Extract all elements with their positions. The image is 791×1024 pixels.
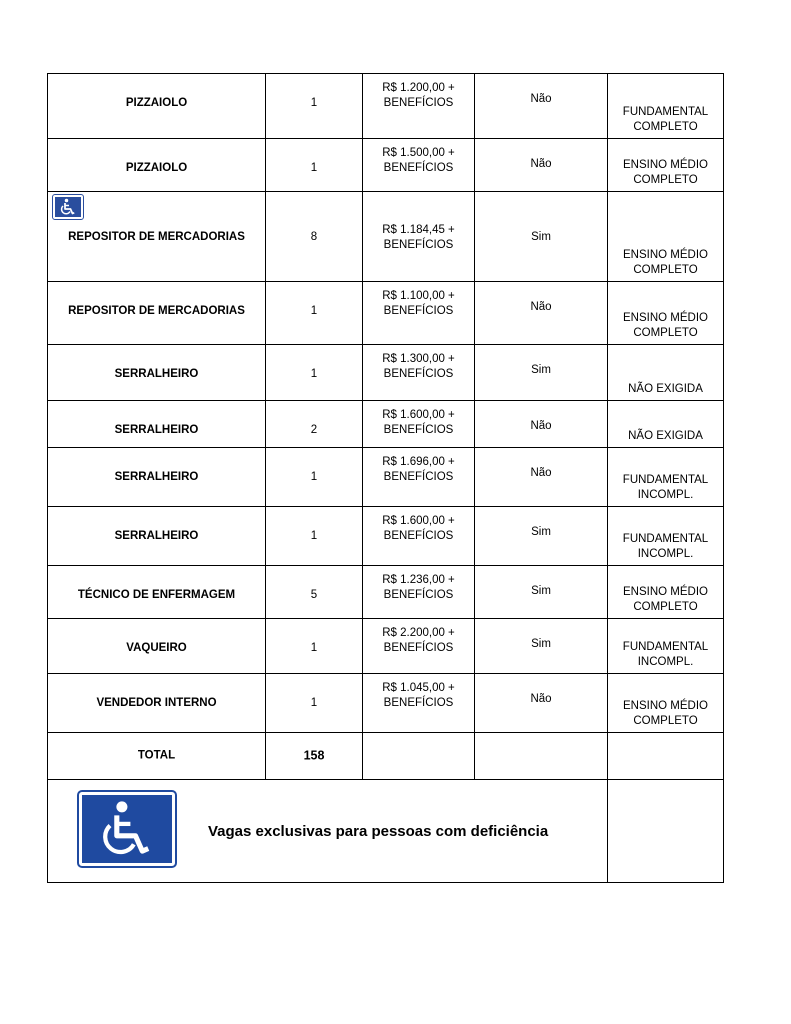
table-row: [48, 507, 724, 566]
salary-text: R$ 1.184,45 +: [382, 224, 455, 236]
education-detail: COMPLETO: [633, 601, 698, 613]
education-text: NÃO EXIGIDA: [628, 383, 703, 395]
experience-cell: [475, 674, 608, 733]
benefits-text: BENEFÍCIOS: [383, 305, 454, 317]
benefits-text: BENEFÍCIOS: [383, 97, 454, 109]
table-row: [48, 74, 724, 139]
benefits-text: BENEFÍCIOS: [383, 530, 454, 542]
role-cell: [48, 507, 266, 566]
experience-cell: [475, 619, 608, 674]
quantity-text: 1: [310, 530, 318, 542]
quantity-text: 8: [310, 231, 318, 243]
quantity-cell: [266, 282, 363, 345]
quantity-cell: [266, 139, 363, 192]
experience-text: Sim: [531, 638, 551, 650]
education-cell: [608, 448, 724, 507]
legend-text: Vagas exclusivas para pessoas com deficiência: [208, 823, 549, 840]
salary-text: R$ 1.696,00 +: [382, 456, 455, 468]
role-text: VENDEDOR INTERNO: [96, 697, 217, 709]
education-text: ENSINO MÉDIO: [623, 700, 708, 712]
role-text: SERRALHEIRO: [114, 471, 199, 483]
experience-text: Não: [530, 467, 552, 479]
education-text: ENSINO MÉDIO: [623, 249, 708, 261]
benefits-text: BENEFÍCIOS: [383, 471, 454, 483]
education-text: ENSINO MÉDIO: [623, 312, 708, 324]
salary-text: R$ 2.200,00 +: [382, 627, 455, 639]
education-cell: [608, 619, 724, 674]
salary-cell: [363, 619, 475, 674]
role-cell: [48, 401, 266, 448]
benefits-text: BENEFÍCIOS: [383, 642, 454, 654]
quantity-cell: [266, 192, 363, 282]
role-cell: [48, 192, 266, 282]
education-cell: [608, 507, 724, 566]
quantity-text: 1: [310, 162, 318, 174]
education-detail: INCOMPL.: [637, 548, 694, 560]
job-vacancies-table: [47, 73, 724, 883]
quantity-cell: [266, 448, 363, 507]
quantity-cell: [266, 401, 363, 448]
salary-cell: [363, 345, 475, 401]
education-text: FUNDAMENTAL: [622, 106, 709, 118]
total-value: 158: [266, 733, 363, 780]
salary-cell: [363, 282, 475, 345]
education-cell: [608, 401, 724, 448]
salary-cell: [363, 448, 475, 507]
salary-cell: [363, 674, 475, 733]
role-cell: [48, 619, 266, 674]
education-detail: COMPLETO: [633, 264, 698, 276]
role-text: TÉCNICO DE ENFERMAGEM: [77, 589, 236, 601]
quantity-cell: [266, 345, 363, 401]
experience-cell: [475, 282, 608, 345]
legend-cell: [48, 780, 608, 883]
education-detail: INCOMPL.: [637, 489, 694, 501]
education-cell: [608, 74, 724, 139]
table-row: [48, 674, 724, 733]
experience-text: Sim: [531, 526, 551, 538]
experience-text: Não: [530, 158, 552, 170]
role-cell: [48, 74, 266, 139]
benefits-text: BENEFÍCIOS: [383, 162, 454, 174]
legend-row: [48, 780, 724, 883]
quantity-cell: [266, 619, 363, 674]
experience-text: Sim: [531, 585, 551, 597]
role-text: SERRALHEIRO: [114, 530, 199, 542]
salary-cell: [363, 507, 475, 566]
quantity-text: 1: [310, 642, 318, 654]
role-text: SERRALHEIRO: [114, 368, 199, 380]
role-text: REPOSITOR DE MERCADORIAS: [68, 231, 245, 243]
role-cell: [48, 139, 266, 192]
quantity-cell: [266, 74, 363, 139]
total-label: TOTAL: [48, 733, 266, 780]
salary-text: R$ 1.236,00 +: [382, 574, 455, 586]
education-detail: COMPLETO: [633, 327, 698, 339]
salary-text: R$ 1.600,00 +: [382, 515, 455, 527]
benefits-text: BENEFÍCIOS: [383, 368, 454, 380]
experience-text: Não: [530, 693, 552, 705]
education-cell: [608, 192, 724, 282]
table-row: [48, 192, 724, 282]
salary-text: R$ 1.500,00 +: [382, 147, 455, 159]
education-cell: [608, 282, 724, 345]
education-cell: [608, 674, 724, 733]
experience-cell: [475, 401, 608, 448]
education-detail: INCOMPL.: [637, 656, 694, 668]
salary-cell: [363, 566, 475, 619]
education-detail: COMPLETO: [633, 174, 698, 186]
education-text: FUNDAMENTAL: [622, 474, 709, 486]
total-row: [48, 733, 724, 780]
salary-text: R$ 1.600,00 +: [382, 409, 455, 421]
table-row: [48, 566, 724, 619]
quantity-text: 1: [310, 697, 318, 709]
education-text: NÃO EXIGIDA: [628, 430, 703, 442]
salary-text: R$ 1.200,00 +: [382, 82, 455, 94]
quantity-text: 1: [310, 368, 318, 380]
role-text: PIZZAIOLO: [125, 97, 188, 109]
salary-text: R$ 1.300,00 +: [382, 353, 455, 365]
experience-cell: [475, 345, 608, 401]
quantity-cell: [266, 674, 363, 733]
quantity-text: 5: [310, 589, 318, 601]
salary-text: R$ 1.100,00 +: [382, 290, 455, 302]
role-cell: [48, 674, 266, 733]
wheelchair-icon: [53, 195, 83, 219]
table-row: [48, 401, 724, 448]
table-row: [48, 619, 724, 674]
education-detail: COMPLETO: [633, 715, 698, 727]
quantity-cell: [266, 507, 363, 566]
role-cell: [48, 566, 266, 619]
education-detail: COMPLETO: [633, 121, 698, 133]
benefits-text: BENEFÍCIOS: [383, 697, 454, 709]
quantity-cell: [266, 566, 363, 619]
education-text: ENSINO MÉDIO: [623, 586, 708, 598]
experience-text: Sim: [531, 231, 551, 243]
role-cell: [48, 448, 266, 507]
quantity-text: 1: [310, 471, 318, 483]
salary-cell: [363, 192, 475, 282]
experience-cell: [475, 139, 608, 192]
education-cell: [608, 139, 724, 192]
benefits-text: BENEFÍCIOS: [383, 424, 454, 436]
education-text: FUNDAMENTAL: [622, 641, 709, 653]
education-cell: [608, 345, 724, 401]
table-row: [48, 282, 724, 345]
salary-cell: [363, 401, 475, 448]
experience-text: Não: [530, 301, 552, 313]
table-row: [48, 139, 724, 192]
experience-cell: [475, 566, 608, 619]
benefits-text: BENEFÍCIOS: [383, 589, 454, 601]
role-text: PIZZAIOLO: [125, 162, 188, 174]
role-cell: [48, 282, 266, 345]
experience-cell: [475, 74, 608, 139]
experience-cell: [475, 192, 608, 282]
wheelchair-icon: [79, 792, 175, 866]
quantity-text: 2: [310, 424, 318, 436]
salary-text: R$ 1.045,00 +: [382, 682, 455, 694]
quantity-text: 1: [310, 97, 318, 109]
table-row: [48, 345, 724, 401]
role-text: REPOSITOR DE MERCADORIAS: [68, 305, 245, 317]
experience-text: Não: [530, 420, 552, 432]
salary-cell: [363, 139, 475, 192]
quantity-text: 1: [310, 305, 318, 317]
experience-text: Sim: [531, 364, 551, 376]
experience-cell: [475, 448, 608, 507]
benefits-text: BENEFÍCIOS: [383, 239, 454, 251]
experience-cell: [475, 507, 608, 566]
education-text: ENSINO MÉDIO: [623, 159, 708, 171]
table-row: [48, 448, 724, 507]
experience-text: Não: [530, 93, 552, 105]
education-cell: [608, 566, 724, 619]
role-text: VAQUEIRO: [126, 642, 187, 654]
role-text: SERRALHEIRO: [114, 424, 199, 436]
salary-cell: [363, 74, 475, 139]
role-cell: [48, 345, 266, 401]
education-text: FUNDAMENTAL: [622, 533, 709, 545]
